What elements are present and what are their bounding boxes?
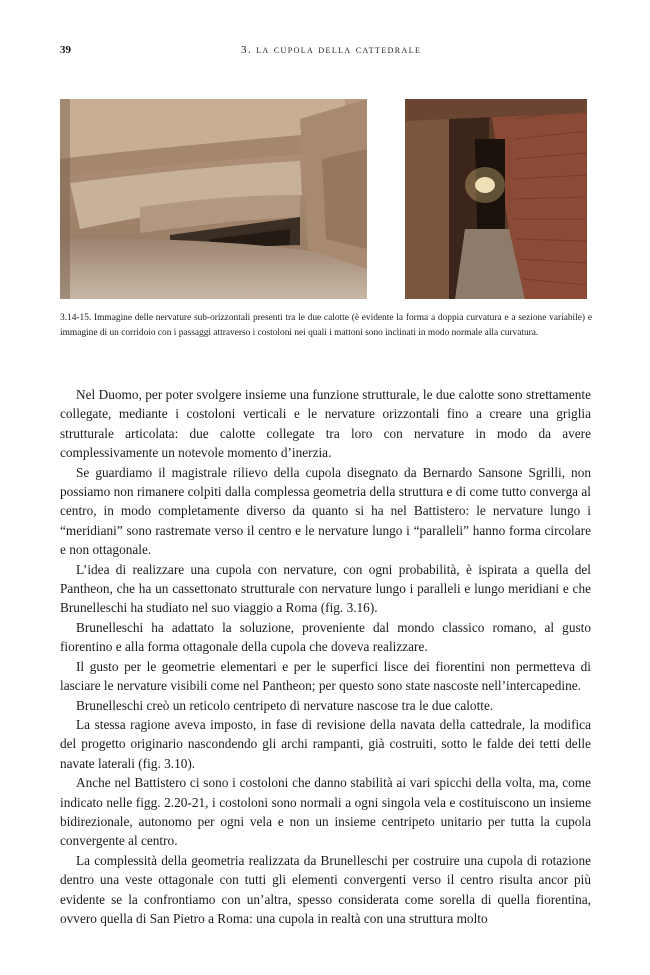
body-text (60, 385, 591, 928)
figure-caption: 3.14-15. Immagine delle nervature sub-orizzontali presenti tra le due calotte (è evidente la forma a doppia curvatura e a sezione variabile) e immagine di un corridoio con i passaggi attraverso i costoloni nei quali i mattoni sono inclinati in modo normale alla curvatura. (60, 313, 592, 338)
paragraph: La complessità della geometria realizzata da Brunelleschi per costruire una cupola di rotazione dentro una veste ottagonale con tutti gli elementi convergenti verso il centro risulta ancor più evidente se la confrontiamo con un’altra, spesso considerata come sorella di quella fiorentina, ovvero quella di San Pietro a Roma: una cupola in realtà con una struttura molto (60, 852, 591, 926)
photo-ribs-illustration (60, 99, 367, 299)
paragraph: Anche nel Battistero ci sono i costoloni che danno stabilità ai vari spicchi della volta, ma, come indicato nelle figg. 2.20-21, i costoloni sono normali a ogni singola vela e costituiscono un insieme bidirezionale, autonomo per ogni vela e non un insieme centripeto unitario per tutta la cupola convergente al centro. (60, 775, 591, 849)
paragraph: Nel Duomo, per poter svolgere insieme una funzione strutturale, le due calotte sono strettamente collegate, mediante i costoloni verticali e le nervature orizzontali fino a creare una griglia strutturale articolata: due calotte collegate tra loro con nervature in modo da avere complessivamente un notevole momento d’inerzia. (60, 387, 591, 461)
photo-corridor-through-ribs (405, 99, 587, 299)
paragraph: Brunelleschi ha adattato la soluzione, proveniente dal mondo classico romano, al gusto fiorentino e alla forma ottagonale della cupola che doveva realizzare. (60, 619, 591, 655)
photo-ribs-between-shells (60, 99, 367, 299)
paragraph: Se guardiamo il magistrale rilievo della cupola disegnato da Bernardo Sansone Sgrilli, non possiamo non rimanere colpiti dalla complessa geometria della struttura e di come tutto converga al centro, in modo completamente diverso da quanto si ha nel Battistero: le nervature lungo i “meridiani” sono rastremate verso il centro e le nervature lungo i “paralleli” hanno forma circolare e non ottagonale. (60, 464, 591, 558)
page-number: 39 (60, 44, 71, 56)
photo-corridor-illustration (405, 99, 587, 299)
paragraph: Brunelleschi creò un reticolo centripeto di nervature nascose tra le due calotte. (76, 697, 494, 713)
paragraph: Il gusto per le geometrie elementari e per le superfici lisce dei fiorentini non permetteva di lasciare le nervature visibili come nel Pantheon; per questo sono state nascoste nell’intercapedine. (60, 658, 591, 694)
running-head: 3. la cupola della cattedrale (241, 44, 422, 56)
paragraph: La stessa ragione aveva imposto, in fase di revisione della navata della cattedrale, la modifica del progetto originario nascondendo gli archi rampanti, già costruiti, sotto le falde dei tetti delle navate laterali (fig. 3.10). (60, 716, 591, 771)
paragraph: L’idea di realizzare una cupola con nervature, con ogni probabilità, è ispirata a quella del Pantheon, che ha un cassettonato strutturale con nervature lungo i paralleli e lungo meridiani e che Brunelleschi ha studiato nel suo viaggio a Roma (fig. 3.16). (60, 561, 591, 616)
